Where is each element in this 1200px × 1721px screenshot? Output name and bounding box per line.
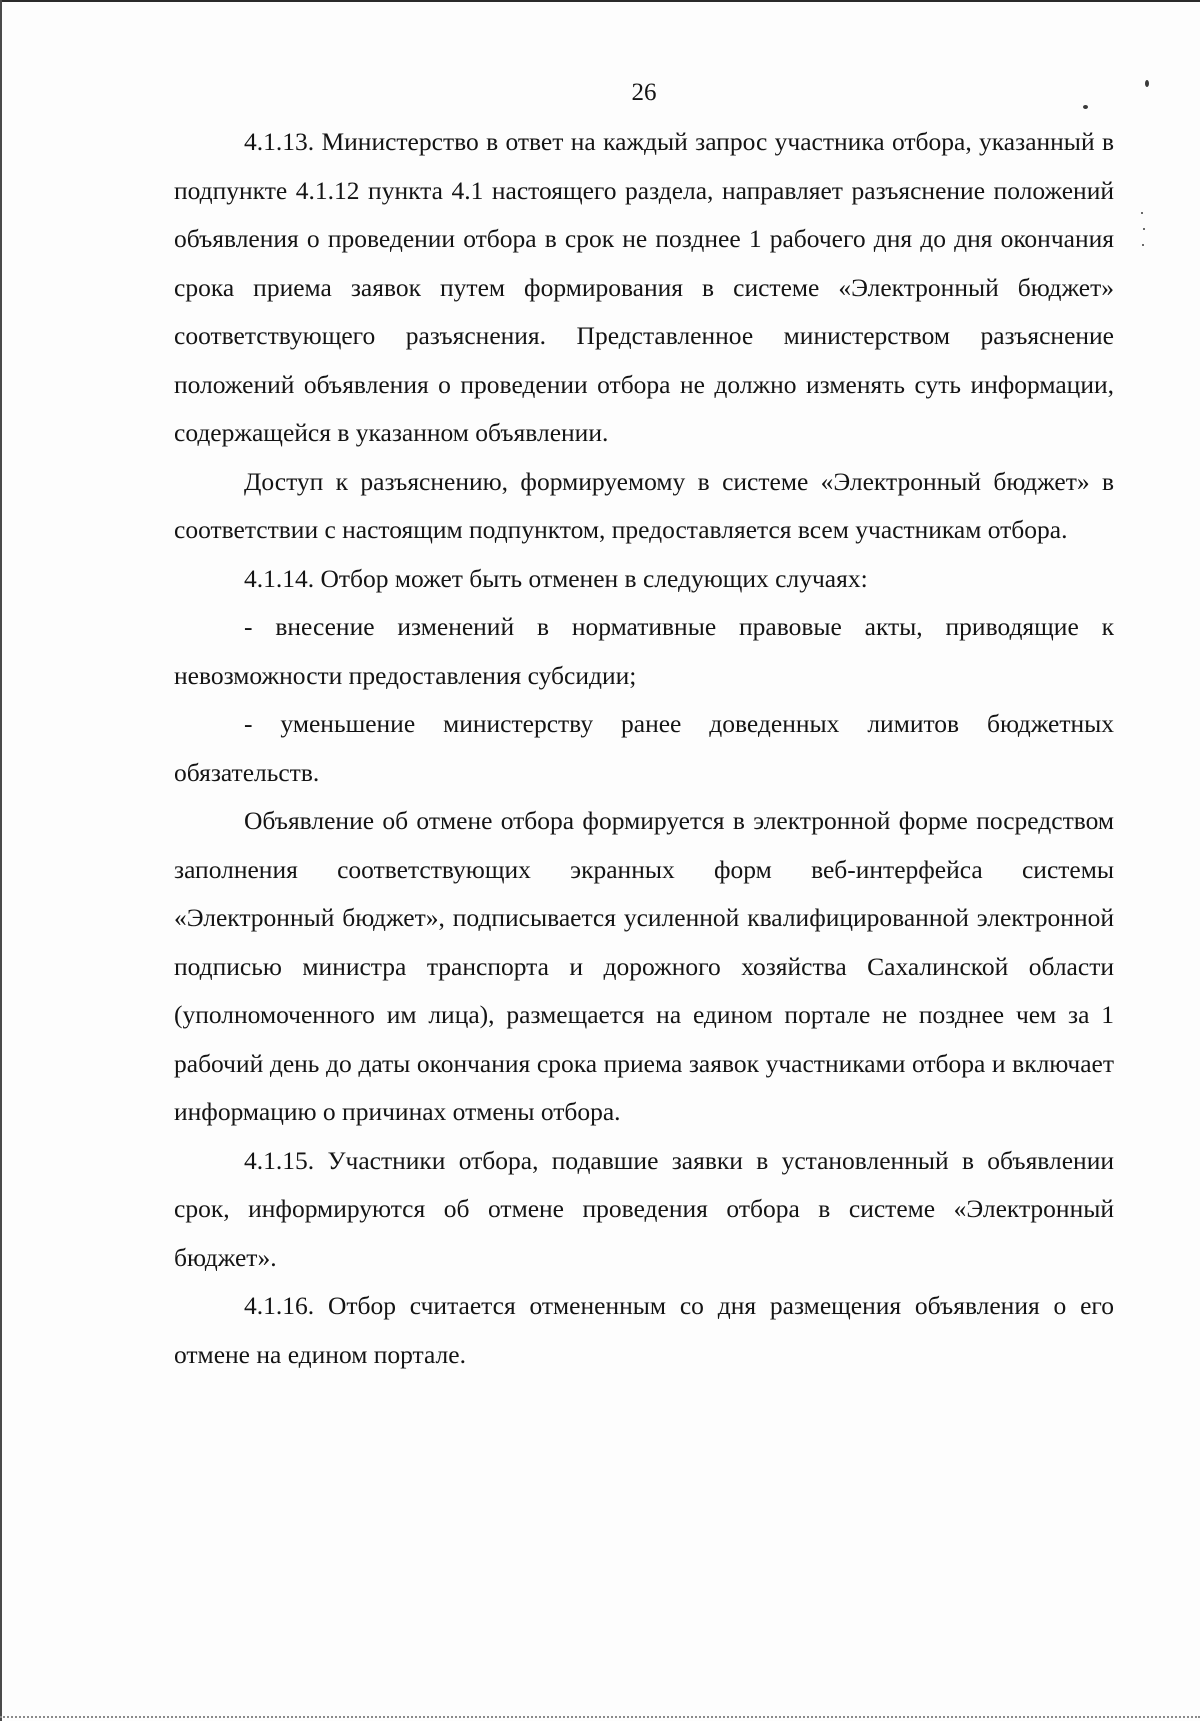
paragraph-4-1-14: 4.1.14. Отбор может быть отменен в следующих случаях: [244,563,868,593]
page-number: 26 [631,79,657,106]
scan-edge-bottom [0,1716,1200,1721]
paragraph-4-1-16: 4.1.16. Отбор считается отмененным со дня размещения объявления о его отмене на едином портале. [174,1291,1114,1369]
list-item-regulation-changes: - внесение изменений в нормативные правовые акты, приводящие к невозможности предоставления субсидии; [174,612,1114,690]
scan-edge-top [0,0,1200,2]
scan-edge-left [0,0,2,1721]
paragraph-4-1-15: 4.1.15. Участники отбора, подавшие заявки в установленный в объявлении срок, информируются об отмене проведения отбора в системе «Электронный бюджет». [174,1145,1114,1272]
scan-speck [1142,244,1144,246]
paragraph-cancellation-notice: Объявление об отмене отбора формируется в электронной форме посредством заполнения соответствующих экранных форм веб-интерфейса системы «Электронный бюджет», подписывается усиленной квалифицированной электронной подписью министра транспорта и дорожного хозяйства Сахалинской области (уполномоченного им лица), размещается на едином портале не позднее чем за 1 рабочий день до даты окончания срока приема заявок участниками отбора и включает информацию о причинах отмены отбора. [174,806,1114,1126]
document-body [174,118,1114,1379]
paragraph-4-1-13: 4.1.13. Министерство в ответ на каждый запрос участника отбора, указанный в подпункте 4.1.12 пункта 4.1 настоящего раздела, направляет разъяснение положений объявления о проведении отбора в срок не позднее 1 рабочего дня до дня окончания срока приема заявок путем формирования в системе «Электронный бюджет» соответствующего разъяснения. Представленное министерством разъяснение положений объявления о проведении отбора не должно изменять суть информации, содержащейся в указанном объявлении. [174,127,1114,447]
list-item-limits-reduction: - уменьшение министерству ранее доведенных лимитов бюджетных обязательств. [174,709,1114,787]
scan-speck [1143,228,1145,230]
paragraph-access-to-clarification: Доступ к разъяснению, формируемому в системе «Электронный бюджет» в соответствии с настоящим подпунктом, предоставляется всем участникам отбора. [174,466,1114,544]
scan-speck [1141,212,1143,214]
